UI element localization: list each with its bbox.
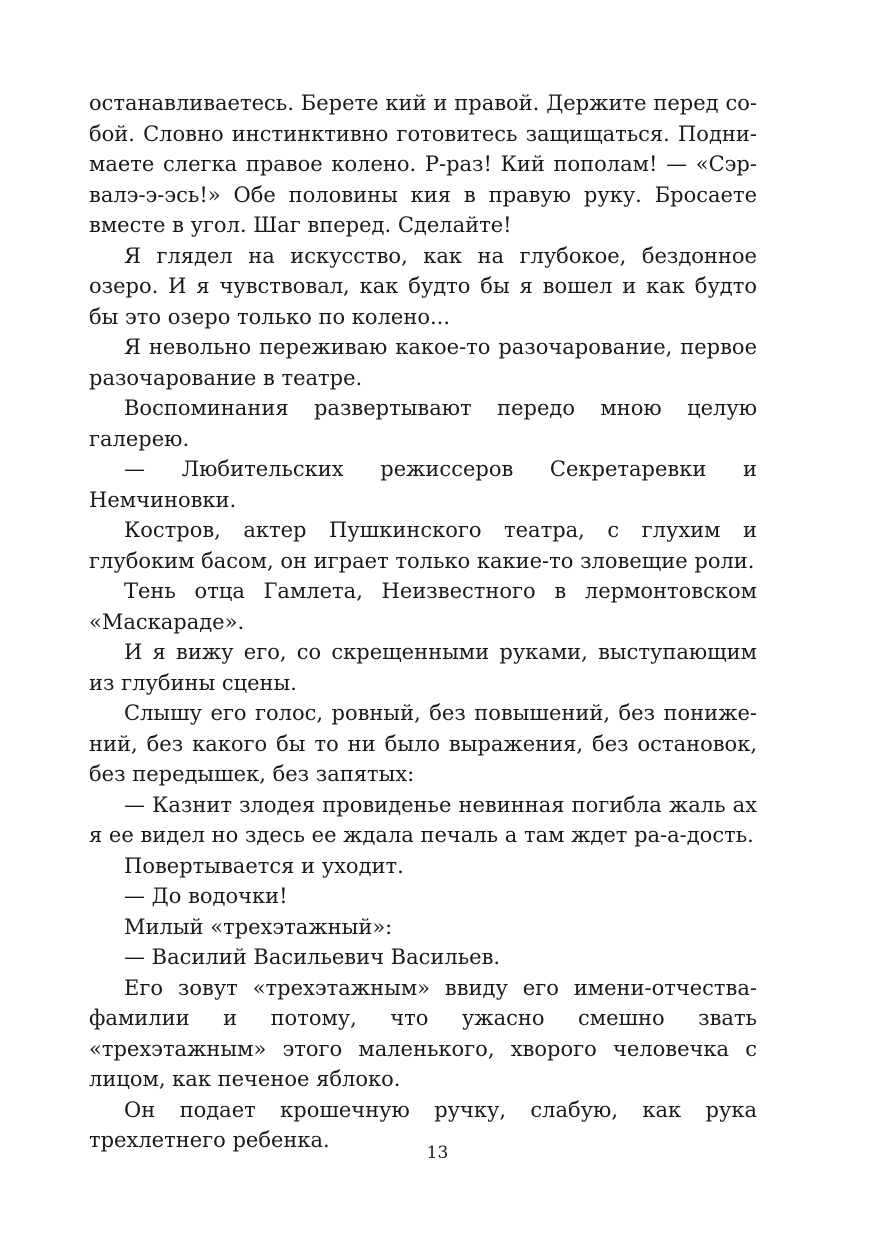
paragraph: Воспоминания развертывают передо мною целую галерею. — [89, 396, 757, 451]
paragraph-continuation: останавливаетесь. Берете кий и правой. Держите перед собой. Словно инстинктивно готовитесь защищаться. Поднимаете слегка правое колено. Р-раз! Кий пополам! — «Сэрвалэ-э-эсь!» Обе половины кия в правую руку. Бросаете вместе в угол. Шаг вперед. Сделайте! — [89, 91, 757, 237]
paragraph: Костров, актер Пушкинского театра, с глухим и глубоким басом, он играет только какие-то зловещие роли. — [89, 518, 757, 573]
paragraph: — До водочки! — [124, 884, 288, 908]
paragraph: Он подает крошечную ручку, слабую, как рука трехлетнего ребенка. — [89, 1097, 757, 1152]
page-body — [89, 88, 757, 1156]
paragraph: Слышу его голос, ровный, без повышений, без понижений, без какого бы то ни было выражения, без остановок, без передышек, без запятых: — [89, 701, 757, 786]
paragraph: — Любительских режиссеров Секретаревки и Немчиновки. — [89, 457, 757, 512]
page-number: 13 — [426, 1143, 449, 1163]
paragraph: Я глядел на искусство, как на глубокое, бездонное озеро. И я чувствовал, как будто бы я вошел и как будто бы это озеро только по колено... — [89, 243, 757, 329]
paragraph: Я невольно переживаю какое-то разочарование, первое разочарование в театре. — [89, 335, 757, 390]
paragraph: — Казнит злодея провиденье невинная погибла жаль ах я ее видел но здесь ее ждала печаль а там ждет ра-а-дость. — [89, 792, 757, 847]
paragraph: Повертывается и уходит. — [124, 853, 404, 878]
paragraph: И я вижу его, со скрещенными руками, выступающим из глубины сцены. — [89, 640, 757, 695]
paragraph: Его зовут «трехэтажным» ввиду его имени-отчества-фамилии и потому, что ужасно смешно звать «трехэтажным» этого маленького, хворого человечка с лицом, как печеное яблоко. — [89, 975, 757, 1091]
paragraph: Тень отца Гамлета, Неизвестного в лермонтовском «Маскараде». — [89, 579, 757, 634]
paragraph: — Василий Васильевич Васильев. — [124, 945, 501, 969]
paragraph: Милый «трехэтажный»: — [124, 914, 393, 939]
